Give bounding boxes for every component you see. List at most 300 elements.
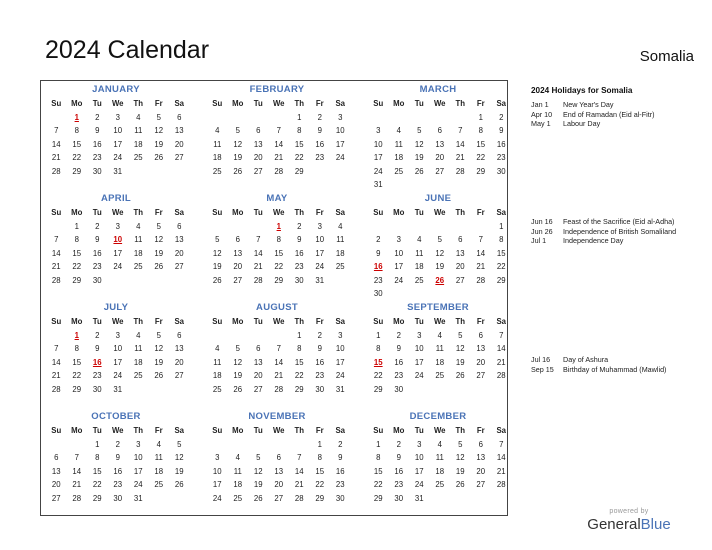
day-cell: 3 (338, 331, 343, 340)
brand-logo[interactable] (584, 516, 674, 533)
day-cell: 9 (95, 126, 100, 136)
day-cell: 6 (235, 235, 240, 245)
weekday-header: Mo (71, 208, 83, 217)
day-cell: 12 (174, 453, 184, 463)
day-cell: 9 (317, 344, 322, 354)
day-cell: 28 (274, 384, 284, 394)
day-cell: 6 (458, 235, 463, 245)
day-cell: 23 (315, 153, 325, 163)
day-cell: 10 (394, 248, 404, 258)
empty-day-cell (67, 438, 88, 451)
weekday-header: Su (373, 426, 384, 435)
day-cell: 31 (335, 384, 345, 394)
day-cell: 24 (113, 371, 123, 381)
empty-day-cell (430, 111, 451, 124)
day-cell: 30 (92, 275, 102, 285)
month-december (368, 410, 508, 505)
day-cell: 1 (95, 440, 100, 449)
day-cell: 4 (396, 126, 401, 136)
day-cell: 9 (338, 453, 343, 463)
day-cell: 28 (496, 371, 506, 381)
day-cell: 3 (417, 331, 422, 340)
day-cell: 6 (177, 331, 182, 340)
weekday-header: Sa (174, 317, 185, 326)
day-cell: 5 (156, 113, 161, 122)
day-cell: 13 (476, 453, 486, 463)
month-day-grid (368, 97, 508, 191)
day-cell: 14 (476, 248, 486, 258)
holiday-group (531, 217, 691, 246)
day-cell: 28 (51, 275, 61, 285)
day-cell: 28 (51, 166, 61, 176)
day-cell: 29 (294, 166, 304, 176)
day-cell: 13 (253, 139, 263, 149)
day-cell: 3 (136, 440, 141, 449)
day-cell: 27 (253, 166, 263, 176)
day-cell: 24 (373, 166, 383, 176)
day-cell: 1 (376, 331, 381, 340)
empty-day-cell (471, 220, 492, 233)
day-cell: 7 (297, 453, 302, 463)
weekday-header: Fr (315, 208, 324, 217)
empty-day-cell (248, 220, 269, 233)
day-cell: 16 (113, 466, 123, 476)
weekday-header: Fr (476, 317, 485, 326)
month-name: JANUARY (92, 84, 140, 95)
day-cell: 18 (414, 262, 424, 272)
day-cell: 13 (274, 466, 284, 476)
weekday-header: Th (455, 208, 466, 217)
day-cell: 29 (72, 166, 82, 176)
month-march (368, 83, 508, 191)
weekday-header: We (433, 317, 446, 326)
empty-day-cell (207, 111, 228, 124)
day-cell: 17 (414, 357, 424, 367)
day-cell: 22 (72, 153, 82, 163)
day-cell: 22 (294, 371, 304, 381)
calendar-grid (40, 80, 508, 516)
month-june (368, 192, 508, 300)
day-cell: 14 (72, 466, 82, 476)
holiday-item (531, 355, 691, 365)
empty-day-cell (207, 220, 228, 233)
day-cell: 8 (74, 344, 79, 354)
day-cell: 5 (235, 344, 240, 354)
day-cell: 21 (72, 480, 82, 490)
day-cell: 26 (212, 275, 222, 285)
day-cell: 30 (394, 384, 404, 394)
day-cell: 20 (233, 262, 243, 272)
day-cell: 19 (435, 262, 445, 272)
day-cell: 3 (417, 440, 422, 449)
day-cell: 9 (396, 344, 401, 354)
day-cell: 25 (154, 480, 164, 490)
day-cell: 19 (414, 153, 424, 163)
weekday-header: Sa (496, 317, 507, 326)
day-cell: 29 (496, 275, 506, 285)
weekday-header: We (272, 99, 285, 108)
day-cell: 12 (435, 248, 445, 258)
weekday-header: Tu (414, 99, 424, 108)
holiday-name: Birthday of Muhammad (Mawlid) (563, 364, 667, 374)
day-cell: 10 (335, 344, 345, 354)
day-cell: 16 (315, 139, 325, 149)
day-cell: 18 (133, 139, 143, 149)
day-cell: 11 (394, 139, 403, 149)
weekday-header: Sa (496, 208, 507, 217)
holiday-date: Jul 16 (531, 355, 551, 364)
holiday-day-cell: 1 (74, 331, 79, 340)
month-january (46, 83, 186, 178)
day-cell: 16 (315, 357, 325, 367)
day-cell: 11 (134, 344, 143, 354)
weekday-header: Mo (232, 99, 244, 108)
day-cell: 18 (133, 357, 143, 367)
empty-day-cell (430, 220, 451, 233)
empty-day-cell (368, 111, 389, 124)
day-cell: 27 (51, 493, 61, 503)
day-cell: 16 (335, 466, 345, 476)
month-august (207, 301, 347, 396)
day-cell: 14 (274, 139, 284, 149)
day-cell: 6 (437, 126, 442, 136)
month-name: MARCH (419, 84, 457, 95)
day-cell: 31 (113, 384, 123, 394)
day-cell: 13 (233, 248, 243, 258)
weekday-header: Tu (253, 99, 263, 108)
day-cell: 27 (253, 384, 263, 394)
day-cell: 8 (376, 344, 381, 354)
empty-day-cell (368, 220, 389, 233)
holiday-day-cell: 15 (373, 357, 383, 367)
day-cell: 2 (95, 222, 100, 231)
day-cell: 1 (74, 222, 79, 231)
day-cell: 13 (455, 248, 465, 258)
day-cell: 3 (215, 453, 220, 463)
weekday-header: Th (455, 317, 466, 326)
holiday-date: Jul 1 (531, 236, 547, 246)
day-cell: 27 (455, 275, 465, 285)
day-cell: 22 (92, 480, 102, 490)
day-cell: 21 (51, 262, 61, 272)
weekday-header: We (272, 208, 285, 217)
day-cell: 2 (338, 440, 343, 449)
day-cell: 21 (496, 357, 506, 367)
day-cell: 19 (174, 466, 184, 476)
day-cell: 8 (499, 235, 504, 245)
month-name: JULY (103, 302, 129, 313)
day-cell: 28 (274, 166, 284, 176)
day-cell: 18 (212, 153, 222, 163)
weekday-header: Th (294, 99, 305, 108)
empty-day-cell (389, 111, 410, 124)
weekday-header: Fr (154, 208, 163, 217)
holiday-name: End of Ramadan (Eid al-Fitr) (563, 109, 655, 119)
empty-day-cell (228, 438, 249, 451)
day-cell: 21 (274, 153, 284, 163)
month-day-grid (368, 206, 508, 300)
day-cell: 30 (394, 493, 404, 503)
day-cell: 3 (115, 222, 120, 231)
day-cell: 6 (256, 126, 261, 136)
day-cell: 25 (212, 384, 222, 394)
empty-day-cell (289, 438, 310, 451)
day-cell: 12 (154, 126, 164, 136)
holiday-date: Jun 16 (531, 217, 553, 226)
day-cell: 6 (478, 440, 483, 449)
day-cell: 2 (376, 235, 381, 245)
day-cell: 8 (376, 453, 381, 463)
day-cell: 7 (499, 331, 504, 340)
day-cell: 5 (417, 126, 422, 136)
weekday-header: Sa (496, 99, 507, 108)
weekday-header: Su (212, 99, 223, 108)
weekday-header: Th (133, 208, 144, 217)
day-cell: 1 (317, 440, 322, 449)
empty-day-cell (450, 111, 471, 124)
day-cell: 13 (174, 344, 184, 354)
day-cell: 17 (373, 153, 383, 163)
day-cell: 7 (276, 344, 281, 354)
weekday-header: Tu (253, 208, 263, 217)
day-cell: 18 (394, 153, 404, 163)
month-day-grid (46, 206, 186, 287)
day-cell: 3 (376, 126, 381, 136)
day-cell: 5 (156, 331, 161, 340)
weekday-header: Mo (393, 99, 405, 108)
day-cell: 11 (233, 466, 242, 476)
day-cell: 17 (315, 248, 325, 258)
month-name: SEPTEMBER (407, 302, 469, 313)
holiday-day-cell: 1 (276, 222, 281, 231)
day-cell: 4 (136, 222, 141, 231)
weekday-header: Fr (476, 208, 485, 217)
day-cell: 4 (437, 440, 442, 449)
day-cell: 10 (212, 466, 222, 476)
weekday-header: Fr (315, 426, 324, 435)
day-cell: 12 (212, 248, 222, 258)
day-cell: 11 (336, 235, 345, 245)
day-cell: 3 (115, 113, 120, 122)
day-cell: 6 (478, 331, 483, 340)
day-cell: 17 (394, 262, 404, 272)
weekday-header: Mo (71, 317, 83, 326)
day-cell: 15 (315, 466, 325, 476)
empty-day-cell (269, 329, 290, 342)
day-cell: 5 (156, 222, 161, 231)
day-cell: 18 (154, 466, 164, 476)
day-cell: 12 (414, 139, 424, 149)
day-cell: 2 (95, 113, 100, 122)
empty-day-cell (269, 111, 290, 124)
weekday-header: Sa (335, 317, 346, 326)
day-cell: 3 (317, 222, 322, 231)
day-cell: 2 (317, 113, 322, 122)
month-day-grid (46, 97, 186, 178)
month-day-grid (46, 315, 186, 396)
day-cell: 10 (373, 139, 383, 149)
day-cell: 13 (51, 466, 61, 476)
weekday-header: Tu (414, 317, 424, 326)
weekday-header: Mo (232, 426, 244, 435)
day-cell: 6 (276, 453, 281, 463)
day-cell: 19 (233, 153, 243, 163)
weekday-header: We (111, 208, 124, 217)
day-cell: 25 (435, 371, 445, 381)
day-cell: 1 (297, 331, 302, 340)
day-cell: 22 (373, 480, 383, 490)
day-cell: 30 (113, 493, 123, 503)
day-cell: 11 (213, 139, 222, 149)
weekday-header: We (433, 99, 446, 108)
weekday-header: Sa (335, 99, 346, 108)
day-cell: 6 (177, 113, 182, 122)
day-cell: 31 (414, 493, 424, 503)
day-cell: 8 (478, 126, 483, 136)
holiday-name: Labour Day (563, 119, 601, 129)
day-cell: 13 (253, 357, 263, 367)
day-cell: 23 (294, 262, 304, 272)
day-cell: 29 (294, 384, 304, 394)
weekday-header: Su (212, 317, 223, 326)
day-cell: 10 (113, 126, 123, 136)
holiday-item (531, 100, 691, 110)
day-cell: 2 (317, 331, 322, 340)
day-cell: 4 (437, 331, 442, 340)
day-cell: 28 (51, 384, 61, 394)
day-cell: 5 (177, 440, 182, 449)
day-cell: 14 (51, 139, 61, 149)
holiday-item (531, 365, 691, 375)
day-cell: 25 (335, 262, 345, 272)
holiday-group (531, 355, 691, 374)
day-cell: 15 (72, 357, 82, 367)
empty-day-cell (46, 111, 67, 124)
day-cell: 26 (174, 480, 184, 490)
day-cell: 19 (154, 248, 164, 258)
day-cell: 23 (92, 262, 102, 272)
day-cell: 10 (335, 126, 345, 136)
weekday-header: Th (133, 317, 144, 326)
day-cell: 14 (253, 248, 263, 258)
month-day-grid (207, 424, 347, 505)
day-cell: 25 (133, 153, 143, 163)
day-cell: 12 (233, 357, 243, 367)
weekday-header: Sa (335, 426, 346, 435)
day-cell: 24 (315, 262, 325, 272)
day-cell: 27 (435, 166, 445, 176)
month-name: APRIL (101, 193, 131, 204)
holiday-group (531, 100, 691, 129)
day-cell: 10 (133, 453, 143, 463)
holiday-item (531, 119, 691, 129)
weekday-header: We (111, 426, 124, 435)
day-cell: 22 (72, 371, 82, 381)
day-cell: 7 (276, 126, 281, 136)
day-cell: 22 (476, 153, 486, 163)
day-cell: 11 (134, 126, 143, 136)
day-cell: 6 (177, 222, 182, 231)
weekday-header: Fr (476, 99, 485, 108)
day-cell: 30 (92, 384, 102, 394)
day-cell: 29 (315, 493, 325, 503)
day-cell: 21 (455, 153, 465, 163)
weekday-header: Sa (174, 99, 185, 108)
day-cell: 2 (396, 331, 401, 340)
day-cell: 7 (54, 235, 59, 245)
day-cell: 27 (174, 371, 184, 381)
day-cell: 9 (317, 126, 322, 136)
day-cell: 21 (496, 466, 506, 476)
day-cell: 5 (437, 235, 442, 245)
day-cell: 18 (212, 371, 222, 381)
day-cell: 24 (335, 153, 345, 163)
day-cell: 17 (335, 357, 345, 367)
day-cell: 16 (92, 139, 102, 149)
day-cell: 11 (154, 453, 163, 463)
empty-day-cell (248, 111, 269, 124)
holiday-item (531, 217, 691, 227)
empty-day-cell (46, 329, 67, 342)
day-cell: 27 (233, 275, 243, 285)
day-cell: 20 (253, 371, 263, 381)
holiday-date: Jun 26 (531, 226, 553, 236)
weekday-header: We (433, 208, 446, 217)
weekday-header: Tu (92, 426, 102, 435)
day-cell: 9 (396, 453, 401, 463)
day-cell: 8 (297, 126, 302, 136)
weekday-header: Sa (335, 208, 346, 217)
day-cell: 11 (415, 248, 424, 258)
weekday-header: Tu (92, 208, 102, 217)
weekday-header: Fr (154, 317, 163, 326)
day-cell: 13 (174, 126, 184, 136)
month-april (46, 192, 186, 287)
day-cell: 7 (499, 440, 504, 449)
weekday-header: We (272, 426, 285, 435)
weekday-header: Su (373, 99, 384, 108)
holidays-panel (531, 86, 691, 374)
day-cell: 5 (256, 453, 261, 463)
day-cell: 23 (92, 153, 102, 163)
day-cell: 25 (233, 493, 243, 503)
day-cell: 27 (476, 480, 486, 490)
day-cell: 2 (115, 440, 120, 449)
weekday-header: Su (373, 317, 384, 326)
day-cell: 25 (414, 275, 424, 285)
day-cell: 11 (213, 357, 222, 367)
day-cell: 16 (294, 248, 304, 258)
empty-day-cell (248, 329, 269, 342)
day-cell: 30 (496, 166, 506, 176)
weekday-header: Th (294, 317, 305, 326)
day-cell: 10 (414, 453, 424, 463)
day-cell: 20 (174, 139, 184, 149)
month-september (368, 301, 508, 396)
holiday-name: Independence Day (563, 236, 624, 246)
day-cell: 11 (134, 235, 143, 245)
day-cell: 16 (394, 466, 404, 476)
weekday-header: Fr (315, 99, 324, 108)
empty-day-cell (409, 220, 430, 233)
holidays-title: 2024 Holidays for Somalia (531, 86, 633, 95)
day-cell: 28 (294, 493, 304, 503)
day-cell: 4 (215, 126, 220, 136)
empty-day-cell (228, 111, 249, 124)
month-day-grid (207, 206, 347, 287)
day-cell: 7 (256, 235, 261, 245)
empty-day-cell (228, 329, 249, 342)
